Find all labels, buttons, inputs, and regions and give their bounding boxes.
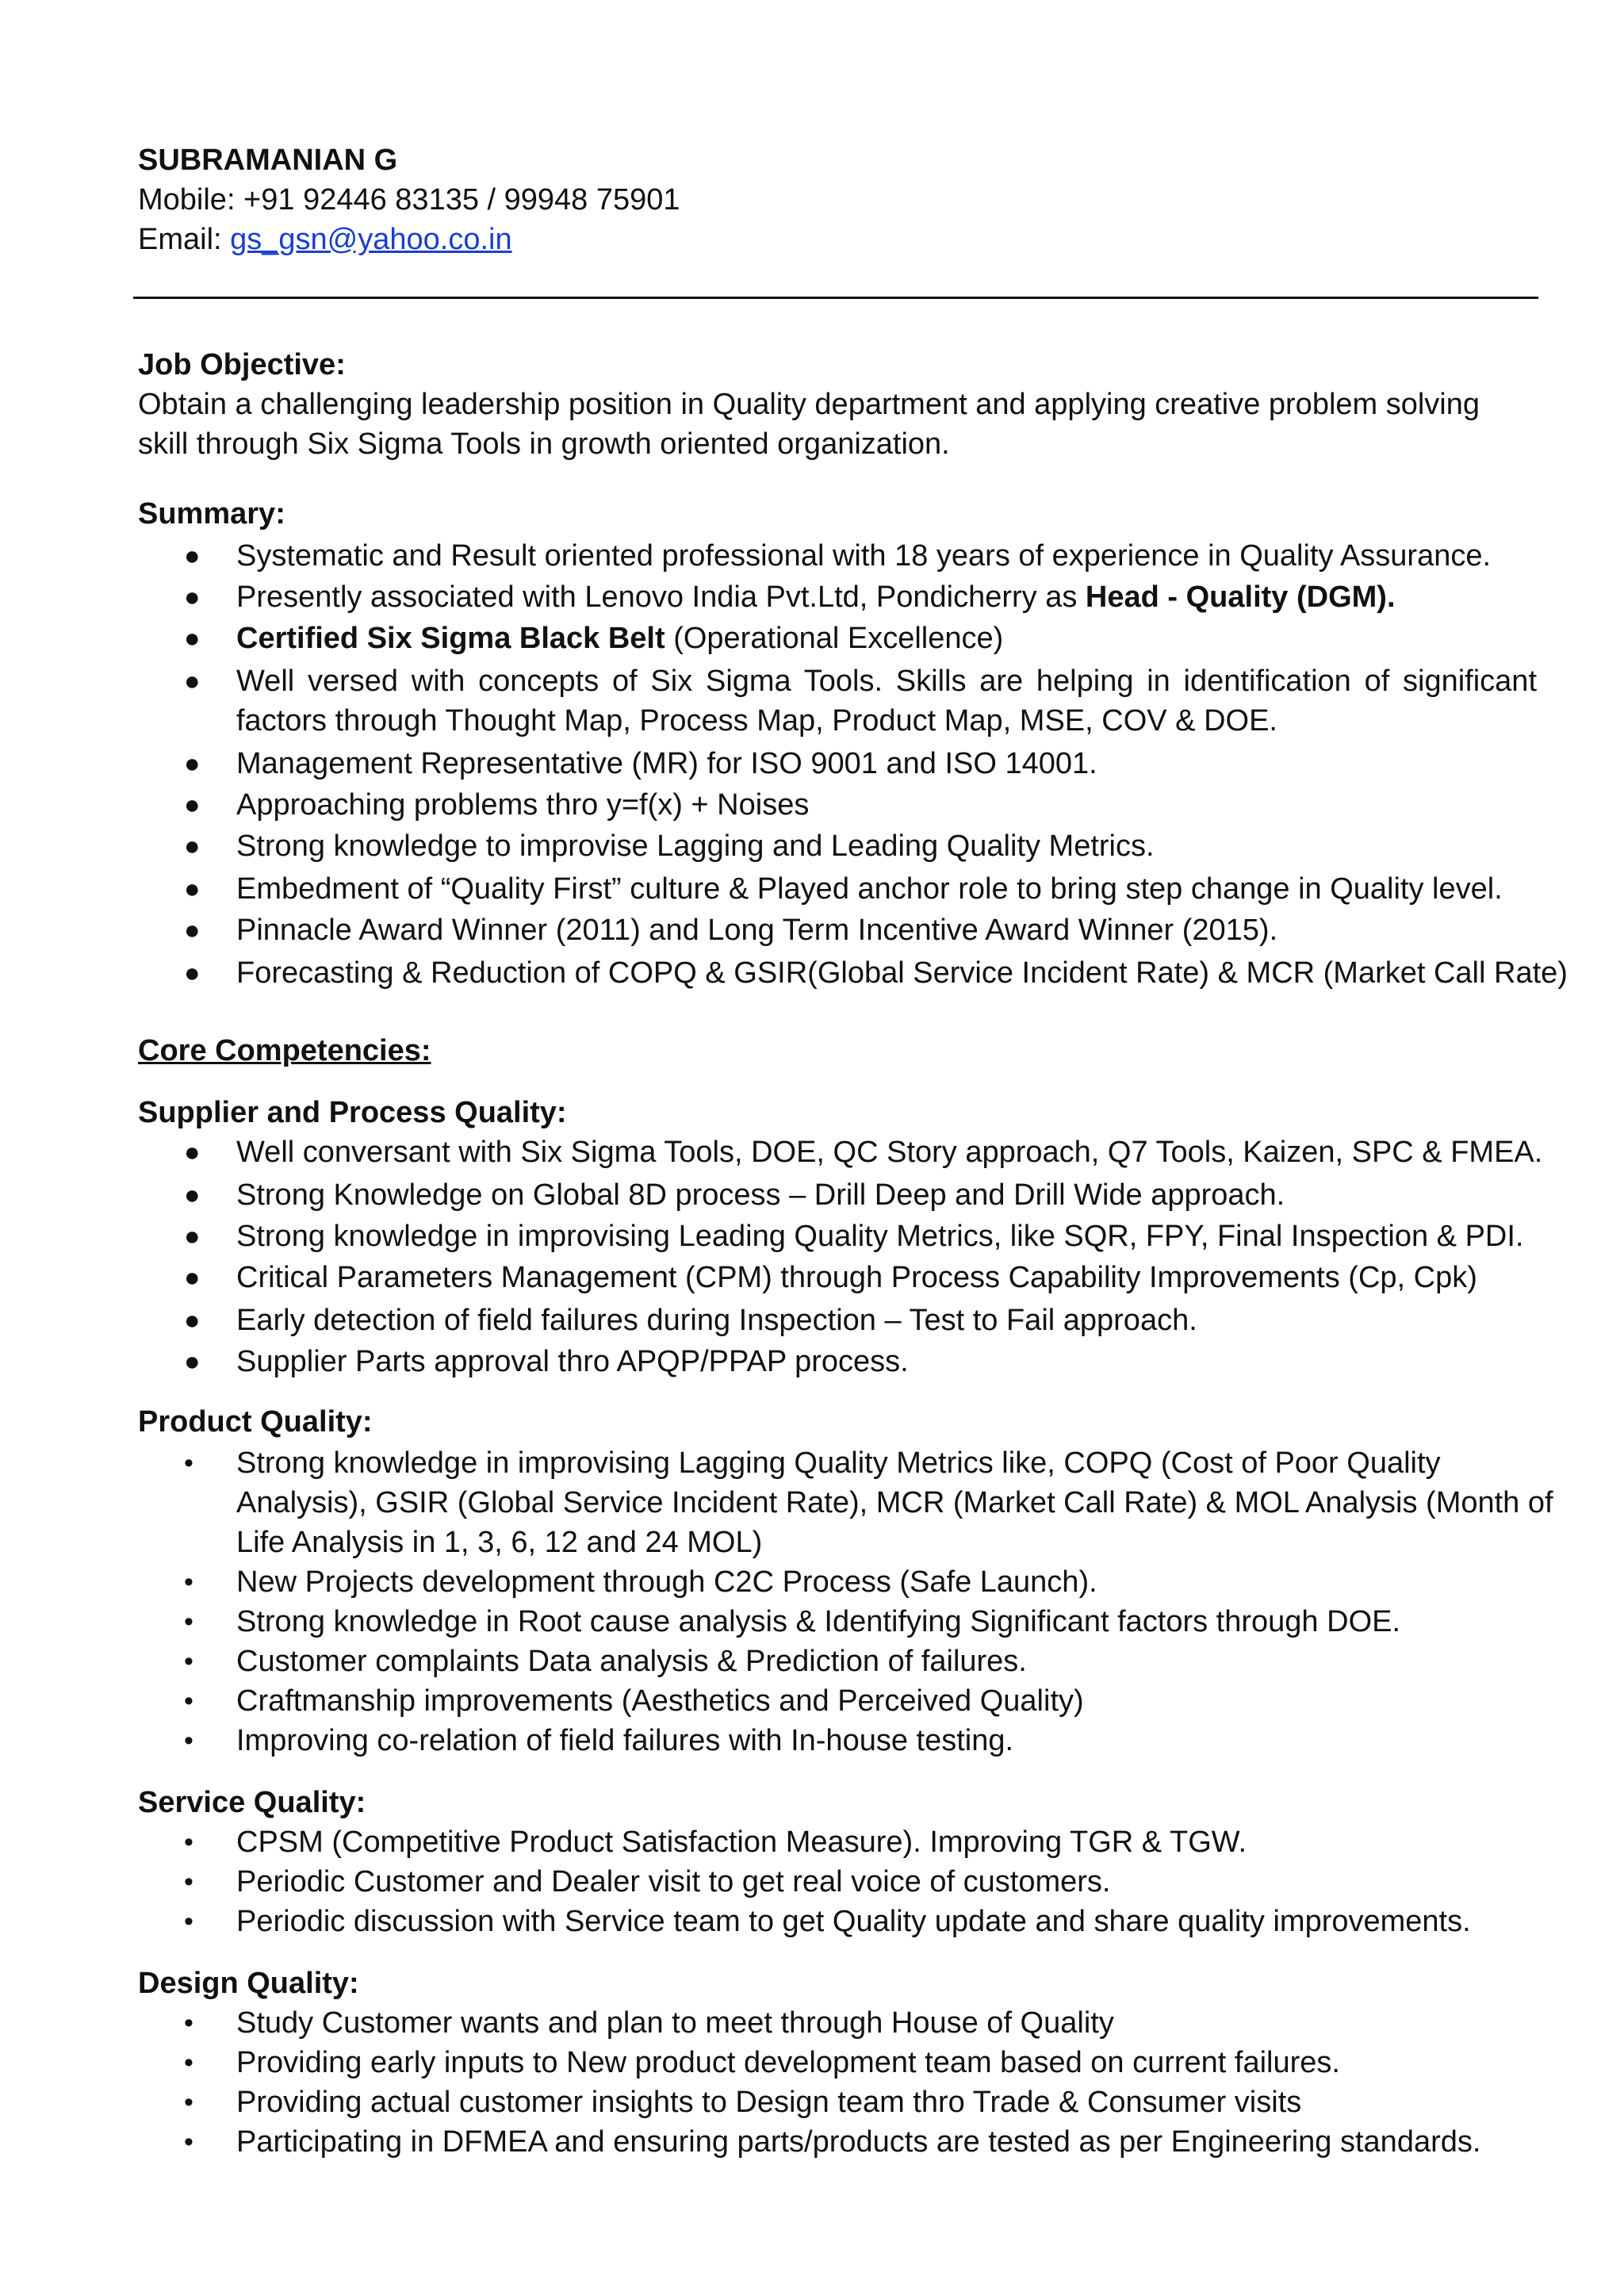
service-item: CPSM (Competitive Product Satisfaction Measure). Improving TGR & TGW. [236,1826,1247,1859]
product-item: Customer complaints Data analysis & Prediction of failures. [236,1645,1027,1678]
product-quality-heading: Product Quality: [138,1405,373,1439]
product-item: Strong knowledge in improvising Lagging Quality Metrics like, COPQ (Cost of Poor Quality [236,1446,1441,1480]
bullet-icon: • [184,1646,193,1676]
bullet-icon: • [184,1906,193,1937]
design-item: Providing actual customer insights to Design team thro Trade & Consumer visits [236,2086,1302,2119]
bullet-icon: ● [184,666,201,696]
summary-item-continuation: factors through Thought Map, Process Map, Product Map, MSE, COV & DOE. [236,704,1277,738]
bullet-icon: ● [184,1305,201,1335]
summary-item: Well versed with concepts of Six Sigma Tools. Skills are helping in identification of significant [236,665,1537,698]
bullet-icon: ● [184,958,201,988]
service-quality-heading: Service Quality: [138,1786,366,1819]
bullet-icon: ● [184,874,201,904]
bullet-icon: ● [184,1221,201,1251]
bullet-icon: • [184,1867,193,1897]
design-item: Participating in DFMEA and ensuring parts/products are tested as per Engineering standards. [236,2125,1481,2159]
bullet-icon: ● [184,790,201,820]
email-line [138,220,1529,259]
bullet-icon: ● [184,582,201,612]
summary-item: Embedment of “Quality First” culture & Played anchor role to bring step change in Quality level. [236,872,1503,906]
bullet-icon: ● [184,623,201,653]
summary-item: Strong knowledge to improvise Lagging and Leading Quality Metrics. [236,829,1155,863]
summary-item: Pinnacle Award Winner (2011) and Long Term Incentive Award Winner (2015). [236,914,1278,947]
bullet-icon: • [184,1827,193,1857]
product-item: Improving co-relation of field failures with In-house testing. [236,1724,1014,1757]
design-item: Study Customer wants and plan to meet through House of Quality [236,2006,1114,2040]
bullet-icon: • [184,2008,193,2038]
design-quality-heading: Design Quality: [138,1967,359,2000]
supplier-item: Early detection of field failures during Inspection – Test to Fail approach. [236,1304,1197,1337]
bullet-icon: • [184,1607,193,1637]
bullet-icon: • [184,1448,193,1478]
summary-heading: Summary: [138,497,285,531]
objective-line-1: Obtain a challenging leadership position in Quality department and applying creative problem solving [138,388,1480,421]
bullet-icon: • [184,2087,193,2117]
email-label: Email: [138,223,231,256]
summary-item: Forecasting & Reduction of COPQ & GSIR(Global Service Incident Rate) & MCR (Market Call Rate) [236,956,1568,990]
objective-heading: Job Objective: [138,348,346,381]
product-item: New Projects development through C2C Process (Safe Launch). [236,1565,1097,1599]
job-title: Head - Quality (DGM). [1085,580,1396,614]
design-item: Providing early inputs to New product development team based on current failures. [236,2046,1340,2079]
summary-item-text: Presently associated with Lenovo India Pvt.Ltd, Pondicherry as [236,580,1086,614]
bullet-icon: ● [184,541,201,571]
product-item-continuation: Life Analysis in 1, 3, 6, 12 and 24 MOL) [236,1526,763,1559]
summary-item: Management Representative (MR) for ISO 9001 and ISO 14001. [236,747,1097,780]
bullet-icon: ● [184,831,201,861]
summary-item: Systematic and Result oriented professional with 18 years of experience in Quality Assurance. [236,539,1492,573]
summary-item-text: (Operational Excellence) [665,622,1004,655]
supplier-item: Strong Knowledge on Global 8D process – Drill Deep and Drill Wide approach. [236,1178,1285,1212]
email-link[interactable]: gs_gsn@yahoo.co.in [230,223,512,256]
mobile-line: Mobile: +91 92446 83135 / 99948 75901 [138,183,680,216]
product-item: Craftmanship improvements (Aesthetics and Perceived Quality) [236,1684,1084,1718]
bullet-icon: ● [184,1347,201,1377]
product-item-continuation: Analysis), GSIR (Global Service Incident Rate), MCR (Market Call Rate) & MOL Analysis (Month of [236,1486,1553,1519]
summary-item: Approaching problems thro y=f(x) + Noises [236,788,810,822]
objective-line-2: skill through Six Sigma Tools in growth oriented organization. [138,427,950,461]
supplier-item: Well conversant with Six Sigma Tools, DOE, QC Story approach, Q7 Tools, Kaizen, SPC & FMEA. [236,1136,1543,1169]
supplier-item: Strong knowledge in improvising Leading Quality Metrics, like SQR, FPY, Final Inspection & PDI. [236,1220,1524,1253]
service-item: Periodic Customer and Dealer visit to get real voice of customers. [236,1865,1111,1898]
bullet-icon: ● [184,1137,201,1167]
bullet-icon: • [184,1686,193,1716]
bullet-icon: ● [184,1262,201,1293]
bullet-icon: ● [184,749,201,779]
service-item: Periodic discussion with Service team to get Quality update and share quality improvements. [236,1905,1471,1938]
summary-item [236,619,1537,658]
certification: Certified Six Sigma Black Belt [236,622,665,655]
bullet-icon: • [184,2048,193,2078]
summary-item [236,577,1537,617]
candidate-name: SUBRAMANIAN G [138,144,398,177]
bullet-icon: • [184,1726,193,1756]
product-item: Strong knowledge in Root cause analysis & Identifying Significant factors through DOE. [236,1605,1401,1638]
bullet-icon: ● [184,915,201,945]
supplier-item: Critical Parameters Management (CPM) through Process Capability Improvements (Cp, Cpk) [236,1261,1477,1294]
bullet-icon: • [184,2127,193,2157]
core-competencies-heading: Core Competencies: [138,1034,431,1067]
supplier-item: Supplier Parts approval thro APQP/PPAP process. [236,1345,909,1378]
bullet-icon: ● [184,1180,201,1210]
bullet-icon: • [184,1567,193,1597]
supplier-quality-heading: Supplier and Process Quality: [138,1096,567,1129]
header-divider [133,297,1538,299]
